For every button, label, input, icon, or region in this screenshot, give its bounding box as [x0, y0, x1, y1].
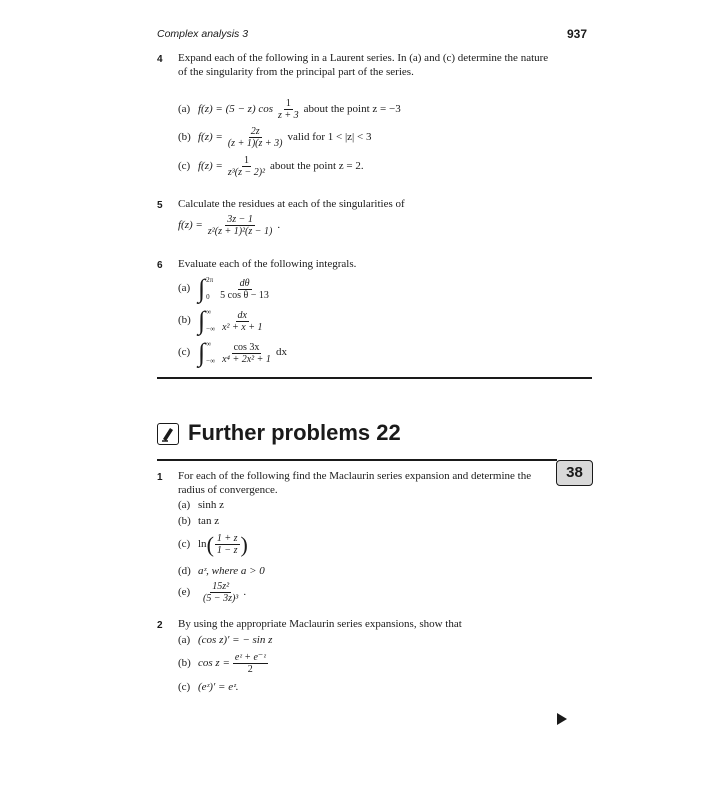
formula-text: .	[277, 218, 281, 231]
item-label: (a)	[178, 634, 191, 646]
section-divider	[157, 377, 592, 379]
further-question-1-text: For each of the following find the Maclaurin series expansion and determine the radius of convergence.	[178, 470, 532, 496]
further-1c: (c) ln ( $\frac{1 + z}{1 - z}$ )	[178, 531, 248, 557]
fraction	[226, 126, 285, 149]
formula-text: ln	[198, 537, 207, 550]
running-header-title: Complex analysis 3	[157, 28, 249, 40]
item-label: (a)	[178, 499, 191, 511]
item-label: (b)	[178, 130, 191, 143]
denominator: z³(z − 2)²	[227, 167, 266, 178]
further-question-2-text: By using the appropriate Maclaurin series expansions, show that	[178, 618, 462, 630]
question-5-formula	[178, 214, 280, 237]
numerator: dx	[237, 309, 247, 321]
fraction	[276, 98, 301, 121]
fraction	[218, 278, 271, 301]
question-5-number: 5	[157, 200, 163, 211]
integral-sign: ∫ ∞ −∞	[198, 338, 216, 367]
question-4-text: Expand each of the following in a Laurent series. In (a) and (c) determine the nature of the singularity from the principal part of the series.	[178, 52, 549, 78]
item-label: (d)	[178, 565, 191, 577]
denominator: 2	[247, 664, 253, 675]
numerator: 15z²	[212, 581, 230, 592]
item-label: (c)	[178, 681, 191, 693]
item-label: (c)	[178, 159, 191, 172]
further-question-2-number: 2	[157, 620, 163, 631]
denominator: x⁴ + 2x² + 1	[222, 353, 271, 365]
formula-text: f(z) =	[198, 159, 223, 172]
denominator: (z + 1)(z + 3)	[227, 138, 283, 149]
denominator: 5 cos θ − 13	[220, 289, 269, 301]
formula-text: (eᶻ)′ = eᶻ.	[198, 681, 239, 693]
formula-text: dx	[275, 346, 287, 359]
formula-text: f(z) = (5 − z) cos	[198, 102, 274, 115]
item-label: (a)	[178, 282, 191, 295]
upper-limit: ∞	[206, 340, 212, 348]
formula-text: valid for 1 < |z| < 3	[287, 130, 372, 143]
numerator: 1	[243, 155, 249, 166]
item-label: (b)	[178, 656, 191, 669]
question-4-number: 4	[157, 54, 163, 65]
formula-text: f(z) =	[178, 218, 203, 231]
fraction	[220, 310, 264, 333]
question-6-text: Evaluate each of the following integrals.	[178, 258, 357, 270]
question-6c	[178, 340, 287, 366]
lower-limit: −∞	[206, 357, 216, 366]
upper-limit: ∞	[206, 308, 212, 316]
numerator: 1 + z	[216, 533, 238, 544]
question-4c	[178, 155, 364, 178]
section-title: Further problems 22	[188, 420, 401, 445]
fraction	[226, 155, 267, 178]
formula-text: aᶻ, where a > 0	[198, 565, 265, 577]
numerator: 2z	[250, 126, 260, 137]
formula-text: .	[243, 585, 247, 598]
further-1a	[178, 499, 224, 513]
integral-sign: ∫ 2π 0	[198, 274, 214, 303]
formula-text: tan z	[198, 515, 220, 527]
fraction	[206, 214, 275, 237]
question-6b	[178, 308, 267, 334]
numerator: eᶻ + e⁻ᶻ	[234, 652, 266, 663]
further-2a	[178, 634, 272, 648]
item-label: (c)	[178, 346, 191, 359]
next-page-arrow-icon[interactable]	[557, 713, 567, 725]
formula-text: cos z =	[198, 656, 230, 669]
further-problems-icon	[157, 423, 179, 445]
question-4a	[178, 98, 401, 121]
further-2b	[178, 652, 271, 675]
denominator: 1 − z	[216, 545, 238, 556]
further-1d	[178, 565, 265, 579]
question-5-text: Calculate the residues at each of the singularities of	[178, 198, 405, 210]
fraction	[201, 581, 240, 604]
pen-icon	[158, 424, 178, 444]
formula-text: about the point z = −3	[303, 102, 401, 115]
section-title-underline	[157, 459, 557, 461]
further-question-1-number: 1	[157, 472, 163, 483]
formula-text: (cos z)′ = − sin z	[198, 634, 273, 646]
question-4b	[178, 126, 371, 149]
numerator: cos 3x	[233, 341, 260, 353]
question-6a	[178, 276, 274, 302]
page-number: 937	[567, 27, 588, 41]
item-label: (e)	[178, 585, 191, 598]
numerator: dθ	[239, 277, 250, 289]
denominator: z²(z + 1)²(z − 1)	[207, 226, 273, 237]
numerator: 1	[285, 98, 291, 109]
lower-limit: 0	[206, 293, 210, 302]
further-1e	[178, 581, 246, 604]
formula-text: f(z) =	[198, 130, 223, 143]
numerator: 3z − 1	[227, 214, 253, 225]
formula-text: about the point z = 2.	[270, 159, 364, 172]
integral-sign: ∫ ∞ −∞	[198, 306, 216, 335]
denominator: (5 − 3z)³	[203, 593, 239, 604]
upper-limit: 2π	[206, 276, 214, 284]
item-label: (c)	[178, 537, 191, 550]
lower-limit: −∞	[206, 325, 216, 334]
question-6-number: 6	[157, 260, 163, 271]
frame-number-badge: 38	[556, 460, 593, 486]
fraction	[220, 342, 273, 365]
item-label: (b)	[178, 314, 191, 327]
item-label: (b)	[178, 515, 191, 527]
formula-text: sinh z	[198, 499, 224, 511]
denominator: z + 3	[278, 110, 299, 121]
fraction	[233, 652, 268, 675]
denominator: x² + x + 1	[222, 321, 263, 333]
fraction	[215, 533, 240, 556]
further-2c	[178, 681, 239, 695]
item-label: (a)	[178, 102, 191, 115]
further-1b	[178, 515, 219, 529]
